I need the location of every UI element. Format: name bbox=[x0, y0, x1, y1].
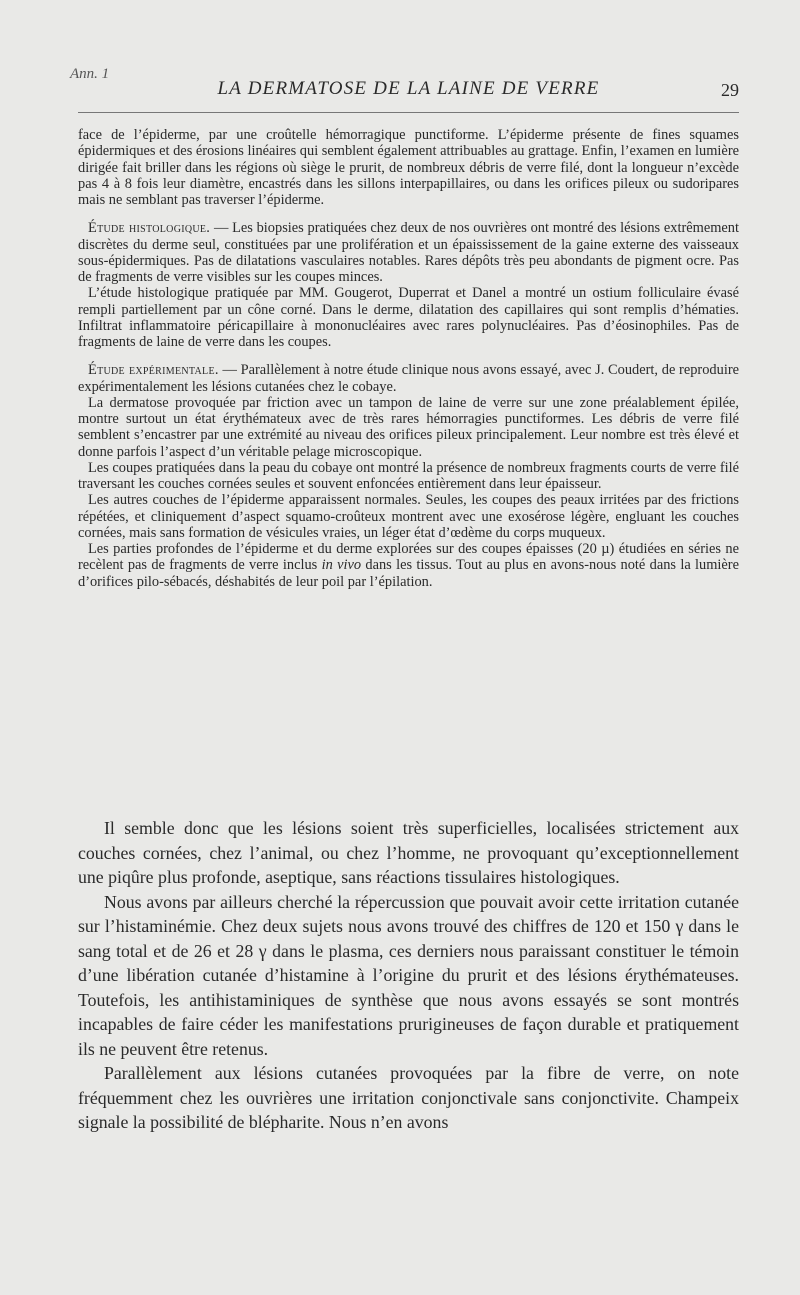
paragraph-conjunctival: Parallèlement aux lésions cutanées provoquées par la fibre de verre, on note fréquemment chez les ouvrières une irritation conjonctivale sans conjonctivite. Champeix signale la possibilité de blépharite. Nous n’en avons bbox=[78, 1063, 739, 1132]
page-header bbox=[78, 78, 739, 104]
in-vivo-italic: in vivo bbox=[321, 557, 362, 574]
section-heading-histology: Étude histologique. bbox=[88, 220, 211, 237]
paragraph-dermatose: La dermatose provoquée par friction avec un tampon de laine de verre sur une zone préalablement épilée, montre surtout un état érythémateux avec de très rares hémorragies punctiformes. Les débris de verre filé semblent s’encastrer par une extrémité au niveau des orifices pileux principalement. Leur nombre est très élevé et donne parfois l’aspect d’un véritable pelage microscopique. bbox=[78, 394, 739, 460]
paragraph-histology-study: L’étude histologique pratiquée par MM. Gougerot, Duperrat et Danel a montré un ostium folliculaire évasé rempli partiellement par un cône corné. Dans le derme, dilatation des capillaires qui sont remplis d’hématies. Infiltrat inflammatoire péricapillaire à mononucléaires avec rares polynucléaires. Pas d’éosinophiles. Pas de fragments de laine de verre dans les coupes. bbox=[78, 285, 739, 350]
paragraph-autres-couches: Les autres couches de l’épiderme apparaissent normales. Seules, les coupes des peaux irritées par des frictions répétées, et cliniquement d’aspect squamo-croûteux montrent avec une exosérose légère, engluant les couches cornées, mais sans formation de vésicules vraies, un léger état d’œdème du corps muqueux. bbox=[78, 492, 739, 541]
running-title: LA DERMATOSE DE LA LAINE DE VERRE bbox=[217, 78, 600, 99]
deep-layers-text-start: Les parties profondes de l’épiderme et du derme explorées sur des coupes épaisses (20 µ) étudiées en séries ne recèlent pas de fragments de verre inclus bbox=[78, 541, 739, 574]
paragraph-coupes: Les coupes pratiquées dans la peau du cobaye ont montré la présence de nombreux fragments courts de verre filé traversant les couches cornées seules et souvent enfoncées entièrement dans leur épaisseur. bbox=[78, 459, 739, 492]
section-heading-experimental: Étude expérimentale. bbox=[88, 362, 219, 379]
paragraph-histology bbox=[78, 220, 739, 285]
deep-layers-text-end: dans les tissus. Tout au plus en avons-nous noté dans la lumière d’orifices pilo-sébacés, déshabités de leur poil par l’épilation. bbox=[78, 557, 739, 590]
small-print-block bbox=[78, 127, 739, 590]
histology-text: — Les biopsies pratiquées chez deux de nos ouvrières ont montré des lésions extrêmement discrètes du derme seul, constituées par une prolifération et un épaississement de la gaine externe des vaisseaux sous-épidermiques. Pas de dilatations vasculaires notables. Rares dépôts très peu abondants de pigment ocre. Pas de fragments de verre visibles sur les coupes minces. bbox=[78, 220, 740, 285]
paragraph-experimental bbox=[78, 362, 739, 395]
experimental-text: — Parallèlement à notre étude clinique nous avons essayé, avec J. Coudert, de reproduire expérimentalement les lésions cutanées chez le cobaye. bbox=[78, 362, 739, 395]
paragraph-histaminemia: Nous avons par ailleurs cherché la répercussion que pouvait avoir cette irritation cutanée sur l’histaminémie. Chez deux sujets nous avons trouvé des chiffres de 120 et 150 γ dans le sang total et de 26 et 28 γ dans le plasma, ces derniers nous paraissant constituer le témoin d’une libération cutanée d’histamine à l’origine du prurit et des lésions érythémateuses. Toutefois, les antihistaminiques de synthèse que nous avons essayés se sont montrés incapables de faire céder les manifestations prurigineuses de façon durable et pratiquement ils ne peuvent être retenus. bbox=[78, 891, 739, 1059]
page-number: 29 bbox=[721, 80, 739, 100]
paragraph-superficial-lesions: Il semble donc que les lésions soient très superficielles, localisées strictement aux couches cornées, chez l’animal, ou chez l’homme, ne provoquant qu’exceptionnellement une piqûre plus profonde, aseptique, sans réactions tissulaires histologiques. bbox=[78, 818, 739, 887]
main-text-block bbox=[78, 816, 739, 1135]
paragraph-parties-profondes bbox=[78, 541, 739, 590]
header-rule bbox=[78, 112, 739, 113]
paragraph-epidermis: face de l’épiderme, par une croûtelle hémorragique punctiforme. L’épiderme présente de fines squames épidermiques et des érosions linéaires qui semblent également attribuables au grattage. Enfin, l’examen en lumière dirigée fait briller dans les régions où siège le prurit, de nombreux débris de verre filé, dont la longueur n’excède pas 4 à 8 fois leur diamètre, encastrés dans les sillons interpapillaires, ou dans les orifices pileux ou sudoripares mais ne semblant pas traverser l’épiderme. bbox=[78, 127, 739, 208]
handwritten-note: Ann. 1 bbox=[70, 66, 110, 82]
